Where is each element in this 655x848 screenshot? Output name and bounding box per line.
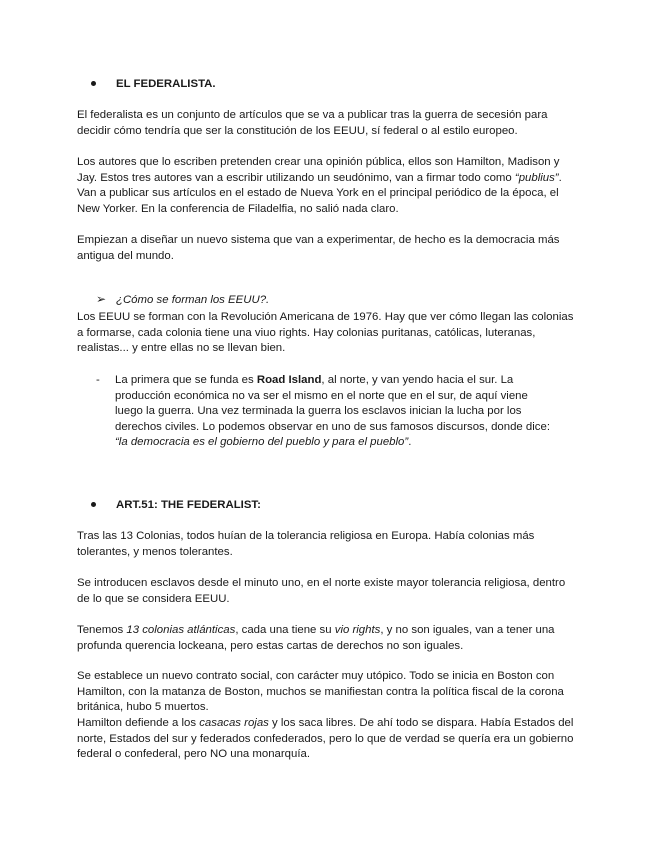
arrow-bullet-icon: ➢ [96,292,107,306]
bullet-dot-icon [91,502,96,507]
dash-bullet: - [96,374,100,386]
paragraph: Tenemos 13 colonias atlánticas, cada una tiene su vio rights, y no son iguales, van a tener una profunda querencia lockeana, pero estas cartas de derechos no son iguales. [77,624,555,652]
paragraph: El federalista es un conjunto de artículos que se va a publicar tras la guerra de secesión para decidir cómo tendría que ser la constitución de los EEUU, sí federal o al estilo europeo. [77,109,548,137]
paragraph: Se establece un nuevo contrato social, con carácter muy utópico. Todo se inicia en Boston con Hamilton, con la matanza de Boston, muchos se manifiestan contra la política fiscal de la corona británica, hubo 5 muertos. [77,670,564,714]
document-page: EL FEDERALISTA. El federalista es un conjunto de artículos que se va a publicar tras la guerra de secesión para decidir cómo tendría que ser la constitución de los EEUU, sí federal o al estilo europeo. Los autores que lo escriben pretenden crear una opinión pública, ellos son Hamilton, Madison y Jay. Estos tres autores van a escribir utilizando un seudónimo, van a firmar todo como “publius”. Van a publicar sus artículos en el estado de Nueva York en el principal periódico de la época, el New Yorker. En la conferencia de Filadelfia, no salió nada claro. Empiezan a diseñar un nuevo sistema que van a experimentar, de hecho es la democracia más antigua del mundo. ➢ ¿Cómo se forman los EEUU?. Los EEUU se forman con la Revolución Americana de 1976. Hay que ver cómo llegan las colonias a formarse, cada colonia tiene una viuo rights. Hay colonias puritanas, católicas, luteranas, realistas... y entre ellas no se llevan bien. - La primera que se funda es Road Island, al norte, y van yendo hacia el sur. La producción económica no va ser el mismo en el norte que en el sur, de aquí viene luego la guerra. Una vez terminada la guerra los esclavos inician la lucha por los derechos civiles. Lo podemos observar en uno de sus famosos discursos, donde dice: “la democracia es el gobierno del pueblo y para el pueblo”. ART.51: THE FEDERALIST: Tras las 13 Colonias, todos huían de la tolerancia religiosa en Europa. Había colonias más tolerantes, y menos tolerantes. Se introducen esclavos desde el minuto uno, en el norte existe mayor tolerancia religiosa, dentro de lo que se considera EEUU. Tenemos 13 colonias atlánticas, cada una tiene su vio rights, y no son iguales, van a tener una profunda querencia lockeana, pero estas cartas de derechos no son iguales. Se establece un nuevo contrato social, con carácter muy utópico. Todo se inicia en Boston con Hamilton, con la matanza de Boston, muchos se manifiestan contra la política fiscal de la corona británica, hubo 5 muertos. Hamilton defiende a los casacas rojas y los saca libres. De ahí todo se dispara. Había Estados del norte, Estados del sur y federados confederados, pero lo que de verdad se quería era un gobierno federal o confederal, pero NO una monarquía. [0,0,655,848]
paragraph: Los EEUU se forman con la Revolución Americana de 1976. Hay que ver cómo llegan las colonias a formarse, cada colonia tiene una viuo rights. Hay colonias puritanas, católicas, luteranas, realistas... y entre ellas no se llevan bien. [77,311,574,355]
bullet-dot-icon [91,81,96,86]
paragraph: Se introducen esclavos desde el minuto uno, en el norte existe mayor tolerancia religiosa, dentro de lo que se considera EEUU. [77,577,566,605]
paragraph: Tras las 13 Colonias, todos huían de la tolerancia religiosa en Europa. Había colonias más tolerantes, y menos tolerantes. [77,530,535,558]
paragraph: Empiezan a diseñar un nuevo sistema que van a experimentar, de hecho es la democracia más antigua del mundo. [77,234,560,262]
paragraph: Hamilton defiende a los casacas rojas y los saca libres. De ahí todo se dispara. Había Estados del norte, Estados del sur y federados confederados, pero lo que de verdad se quería era un gobierno federal o confederal, pero NO una monarquía. [77,717,574,761]
paragraph: Los autores que lo escriben pretenden crear una opinión pública, ellos son Hamilton, Madison y Jay. Estos tres autores van a escribir utilizando un seudónimo, van a firmar todo como “publius”. Van a publicar sus artículos en el estado de Nueva York en el principal periódico de la época, el New Yorker. En la conferencia de Filadelfia, no salió nada claro. [77,156,562,215]
